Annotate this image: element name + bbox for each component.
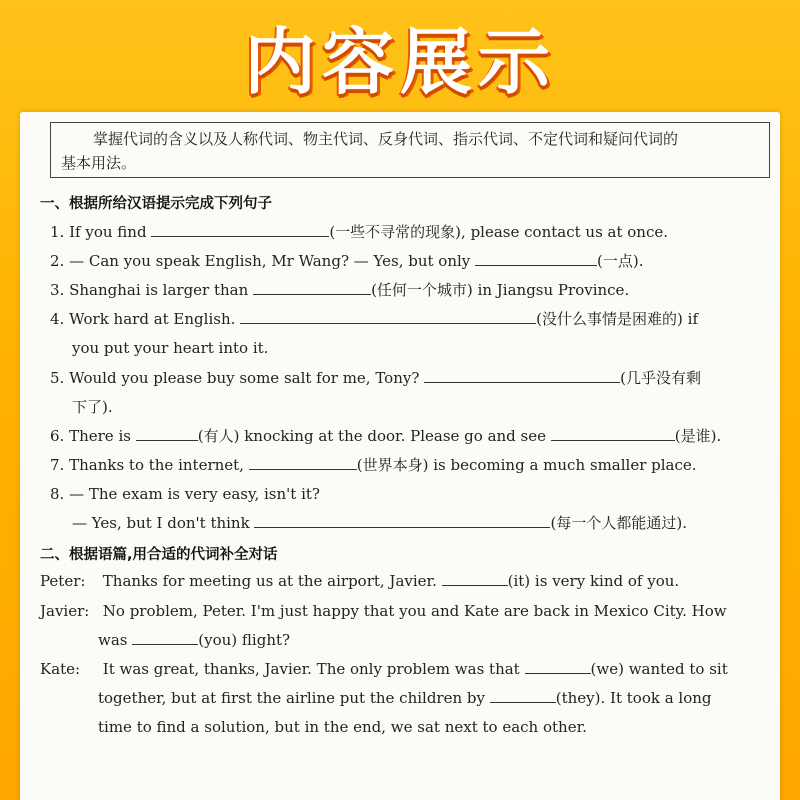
question-text-end: . xyxy=(638,252,644,270)
question-6 xyxy=(50,426,721,446)
objective-line-1: 掌握代词的含义以及人称代词、物主代词、反身代词、指示代词、不定代词和疑问代词的 xyxy=(93,130,679,148)
question-text-end: . xyxy=(682,514,687,532)
pronoun-hint: (it) xyxy=(507,572,531,590)
pronoun-hint: (you) xyxy=(198,631,238,649)
chinese-hint: (一点) xyxy=(597,252,639,270)
question-text: knocking at the door. Please go and see xyxy=(239,427,546,445)
question-number: 7. xyxy=(50,456,65,474)
answer-blank[interactable] xyxy=(442,571,508,586)
answer-blank[interactable] xyxy=(136,426,198,441)
question-7 xyxy=(50,455,697,475)
answer-blank[interactable] xyxy=(240,309,536,324)
answer-blank[interactable] xyxy=(151,222,329,237)
banner xyxy=(0,0,800,112)
chinese-hint: (没什么事情是困难的) xyxy=(536,310,683,328)
question-5-continued: 下了). xyxy=(72,398,113,416)
question-8 xyxy=(50,484,320,504)
question-text-end: . xyxy=(716,427,722,445)
dialogue-javier-2 xyxy=(98,630,290,650)
question-text: Shanghai is larger than xyxy=(69,281,249,299)
question-text: Thanks to the internet, xyxy=(69,456,244,474)
objective-line-2: 基本用法。 xyxy=(61,154,137,172)
question-text: — The exam is very easy, isn't it? xyxy=(69,485,320,503)
answer-blank[interactable] xyxy=(525,659,591,674)
section-1-title: 一、根据所给汉语提示完成下列句子 xyxy=(40,196,272,212)
answer-blank[interactable] xyxy=(490,688,556,703)
question-text: There is xyxy=(69,427,131,445)
section-2-title: 二、根据语篇,用合适的代词补全对话 xyxy=(40,547,278,563)
dialogue-javier-1 xyxy=(40,601,727,621)
question-number: 5. xyxy=(50,369,65,387)
question-text-end: in Jiangsu Province. xyxy=(472,281,630,299)
chinese-hint: (一些不寻常的现象) xyxy=(329,223,462,241)
answer-blank[interactable] xyxy=(475,251,597,266)
question-number: 6. xyxy=(50,427,65,445)
question-text: Work hard at English. xyxy=(69,310,236,328)
question-5 xyxy=(50,368,701,388)
answer-blank[interactable] xyxy=(254,513,550,528)
question-text-end: , please contact us at once. xyxy=(461,223,669,241)
dialogue-text: Thanks for meeting us at the airport, Javier. xyxy=(102,572,437,590)
banner-title: 内容展示 xyxy=(243,20,556,104)
question-text: — Can you speak English, Mr Wang? — Yes, but only xyxy=(69,252,471,270)
question-2 xyxy=(50,251,644,271)
answer-blank[interactable] xyxy=(253,280,371,295)
dialogue-peter-1 xyxy=(40,571,679,591)
question-8-continued xyxy=(72,513,687,533)
chinese-hint: (是谁) xyxy=(674,427,717,445)
question-number: 3. xyxy=(50,281,65,299)
answer-blank[interactable] xyxy=(249,455,357,470)
question-1 xyxy=(50,222,668,242)
question-4 xyxy=(50,309,698,329)
dialogue-text-end: wanted to sit xyxy=(623,660,728,678)
chinese-hint: (每一个人都能通过) xyxy=(550,514,683,532)
dialogue-text-end: flight? xyxy=(237,631,291,649)
answer-blank-2[interactable] xyxy=(551,426,675,441)
worksheet-page xyxy=(20,112,780,800)
answer-blank[interactable] xyxy=(132,630,198,645)
speaker-name: Javier: xyxy=(40,602,90,620)
chinese-hint: (有人) xyxy=(197,427,240,445)
question-text: If you find xyxy=(69,223,147,241)
dialogue-text-end: is very kind of you. xyxy=(530,572,680,590)
question-text: — Yes, but I don't think xyxy=(72,514,250,532)
question-4-continued: you put your heart into it. xyxy=(72,339,269,357)
chinese-hint: (几乎没有剩 xyxy=(620,369,702,387)
question-number: 2. xyxy=(50,252,65,270)
dialogue-text: No problem, Peter. I'm just happy that you and Kate are back in Mexico City. How xyxy=(102,602,727,620)
dialogue-kate-1 xyxy=(40,659,728,679)
question-3 xyxy=(50,280,629,300)
question-text: Would you please buy some salt for me, Tony? xyxy=(69,369,420,387)
dialogue-kate-3: time to find a solution, but in the end, we sat next to each other. xyxy=(98,718,587,736)
question-text-end: if xyxy=(682,310,698,328)
answer-blank[interactable] xyxy=(424,368,620,383)
question-text-end: is becoming a much smaller place. xyxy=(428,456,697,474)
chinese-hint: (任何一个城市) xyxy=(371,281,473,299)
speaker-name: Kate: xyxy=(40,660,81,678)
learning-objective-box xyxy=(50,122,770,178)
dialogue-kate-2 xyxy=(98,688,712,708)
dialogue-text: together, but at first the airline put the children by xyxy=(98,689,485,707)
pronoun-hint: (we) xyxy=(590,660,624,678)
question-number: 1. xyxy=(50,223,65,241)
chinese-hint: (世界本身) xyxy=(356,456,429,474)
question-number: 4. xyxy=(50,310,65,328)
dialogue-text-end: . It took a long xyxy=(600,689,712,707)
dialogue-text: It was great, thanks, Javier. The only problem was that xyxy=(102,660,520,678)
speaker-name: Peter: xyxy=(40,572,86,590)
question-number: 8. xyxy=(50,485,65,503)
pronoun-hint: (they) xyxy=(555,689,601,707)
dialogue-text: was xyxy=(98,631,128,649)
